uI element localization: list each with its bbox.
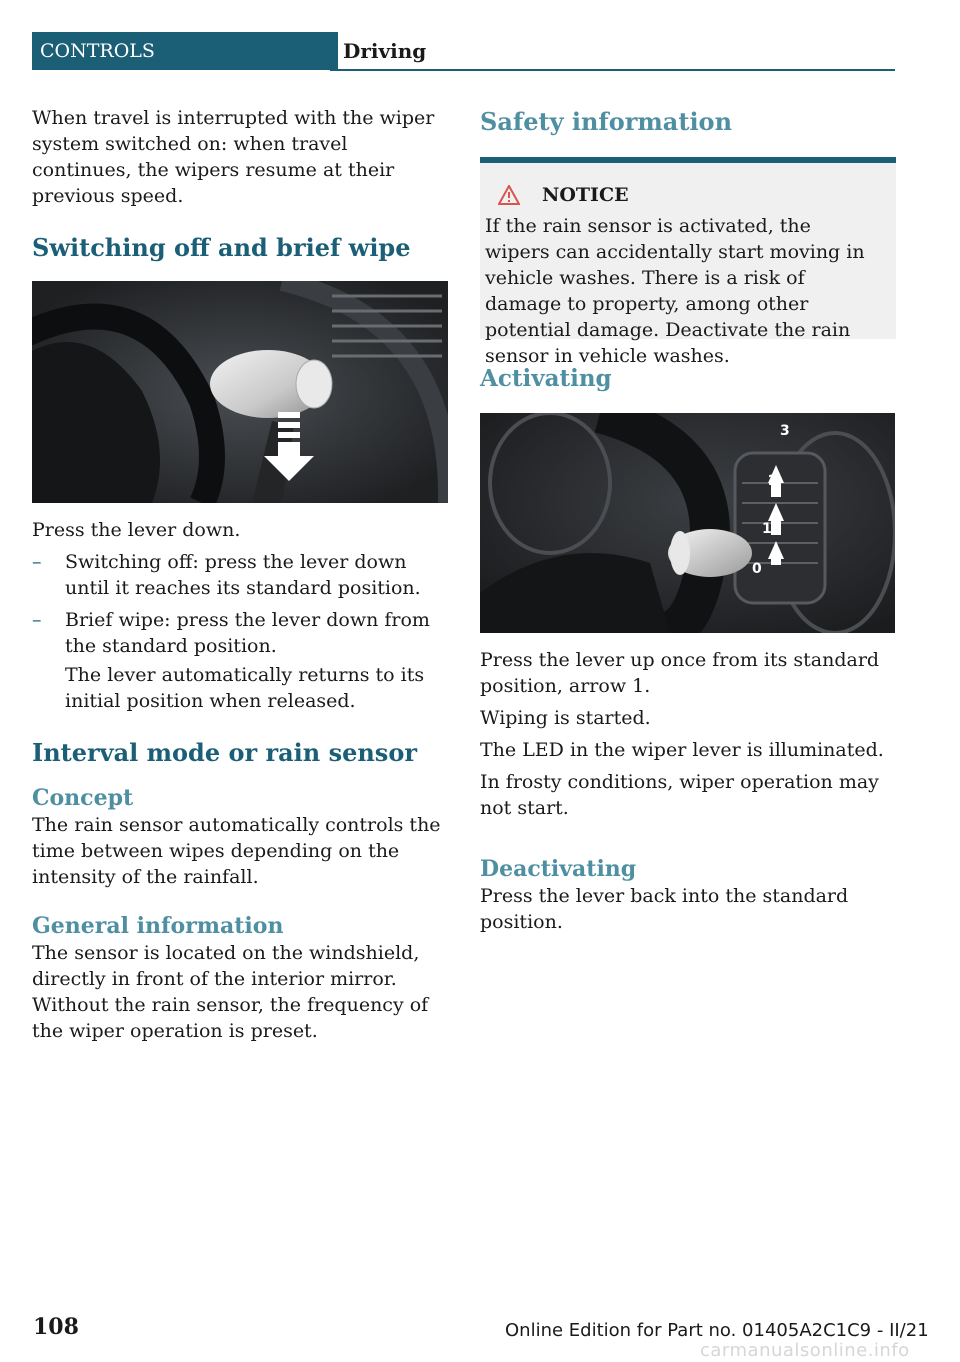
arrow-label-0: 0 <box>752 561 762 577</box>
press-down-text: Press the lever down. <box>32 519 241 541</box>
general-info-heading: General information <box>32 913 284 939</box>
list-item: – Brief wipe: press the lever down from the standard position. <box>32 607 448 659</box>
page-number: 108 <box>33 1314 79 1340</box>
right-column <box>480 105 896 935</box>
deactivating-text: Press the lever back into the standard position. <box>480 885 849 933</box>
intro-paragraph: When travel is interrupted with the wiper system switched on: when travel continues, the wipers resume at their previous speed. <box>32 107 435 207</box>
lever-down-illustration <box>32 281 448 503</box>
warning-triangle-icon <box>498 185 520 205</box>
arrow-label-2: 2 <box>768 473 778 489</box>
lever-up-illustration <box>480 413 895 633</box>
notice-box <box>480 157 896 367</box>
arrow-label-1: 1 <box>762 521 772 537</box>
watermark: carmanualsonline.info <box>700 1340 910 1361</box>
section-tab: CONTROLS <box>32 32 338 70</box>
deactivating-heading: Deactivating <box>480 856 637 882</box>
left-column <box>32 105 448 1044</box>
notice-text: If the rain sensor is activated, the wipers can accidentally start moving in vehicle washes. There is a risk of damage to property, among other potential damage. Deactivate the rain sensor in vehicle washes. <box>485 215 865 367</box>
notice-header <box>480 181 896 209</box>
lever-up-image <box>480 413 895 633</box>
concept-text: The rain sensor automatically controls the time between wipes depending on the intensity of the rainfall. <box>32 814 441 888</box>
general-info-text: The sensor is located on the windshield, directly in front of the interior mirror. Without the rain sensor, the frequency of the wiper operation is preset. <box>32 942 429 1042</box>
arrow-label-3: 3 <box>780 423 790 439</box>
wiping-started-text: Wiping is started. <box>480 707 651 729</box>
edition-footer: Online Edition for Part no. 01405A2C1C9 - II/21 <box>505 1320 929 1341</box>
bullet-note: The lever automatically returns to its initial position when released. <box>65 664 425 712</box>
notice-title: NOTICE <box>542 184 629 206</box>
concept-heading: Concept <box>32 785 134 811</box>
lever-down-image <box>32 281 448 503</box>
list-item: – Switching off: press the lever down until it reaches its standard position. <box>32 549 448 601</box>
interval-mode-heading: Interval mode or rain sensor <box>32 738 417 767</box>
chapter-title: Driving <box>343 39 427 63</box>
header-rule <box>330 69 895 71</box>
safety-info-heading: Safety information <box>480 107 733 136</box>
led-text: The LED in the wiper lever is illuminated. <box>480 739 884 761</box>
frosty-text: In frosty conditions, wiper operation may not start. <box>480 771 879 819</box>
press-up-text: Press the lever up once from its standard position, arrow 1. <box>480 649 880 697</box>
switching-off-heading: Switching off and brief wipe <box>32 233 411 262</box>
activating-heading: Activating <box>480 365 612 392</box>
page-header <box>32 32 895 72</box>
switching-options-list <box>32 549 448 659</box>
